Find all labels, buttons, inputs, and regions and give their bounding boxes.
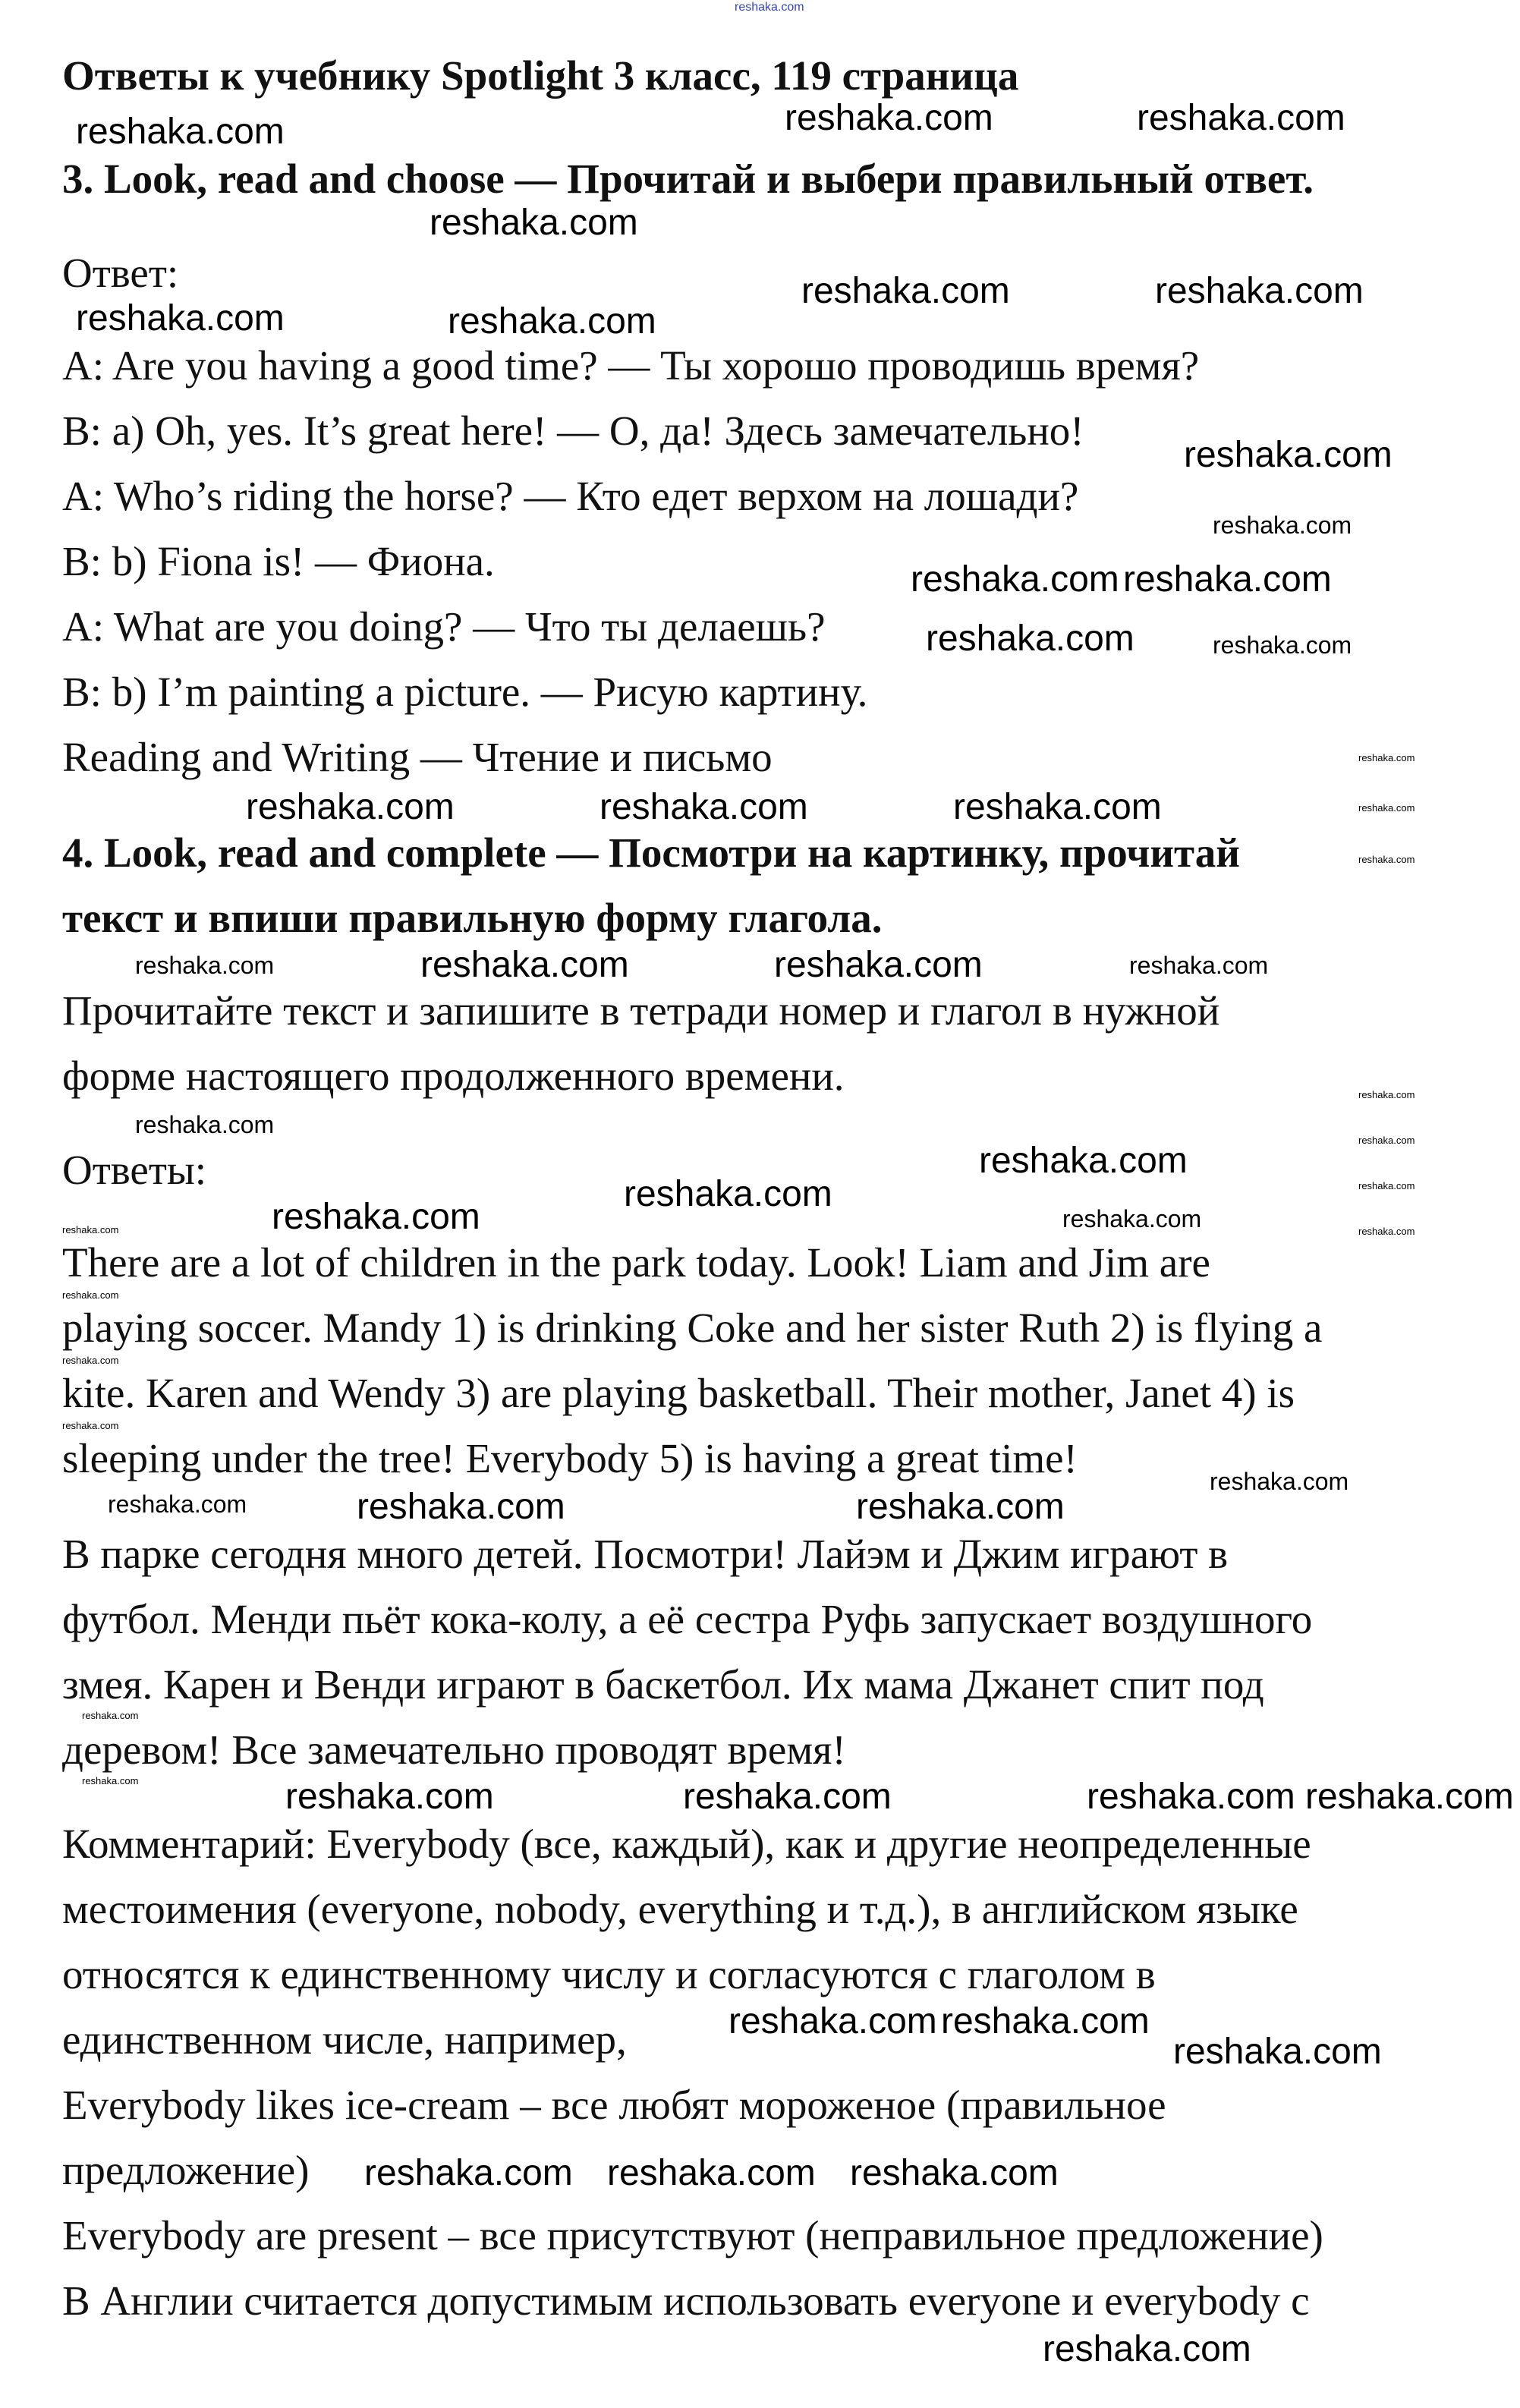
watermark-link[interactable]: reshaka.com xyxy=(82,1775,139,1786)
watermark-link[interactable]: reshaka.com xyxy=(272,1197,480,1237)
watermark-link[interactable]: reshaka.com xyxy=(1173,2032,1382,2072)
watermark-link[interactable]: reshaka.com xyxy=(430,203,638,243)
russian-text-line: В парке сегодня много детей. Посмотри! Лайэм и Джим играют в xyxy=(62,1531,1229,1577)
watermark-link[interactable]: reshaka.com xyxy=(856,1487,1065,1527)
watermark-link[interactable]: reshaka.com xyxy=(911,559,1119,600)
watermark-link[interactable]: reshaka.com xyxy=(285,1777,494,1817)
watermark-link[interactable]: reshaka.com xyxy=(62,1289,119,1301)
dialogue-line: A: What are you doing? — Что ты делаешь? xyxy=(62,603,826,650)
watermark-link[interactable]: reshaka.com xyxy=(62,1224,119,1235)
comment-line: Everybody are present – все присутствуют (неправильное предложение) xyxy=(62,2212,1323,2258)
dialogue-line: B: a) Oh, yes. It’s great here! — О, да! Здесь замечательно! xyxy=(62,408,1084,454)
watermark-link[interactable]: reshaka.com xyxy=(979,1141,1188,1181)
english-text-line: playing soccer. Mandy 1) is drinking Coke and her sister Ruth 2) is flying a xyxy=(62,1305,1323,1351)
watermark-link[interactable]: reshaka.com xyxy=(1213,512,1352,539)
watermark-link[interactable]: reshaka.com xyxy=(1210,1468,1349,1495)
watermark-link[interactable]: reshaka.com xyxy=(1358,1089,1415,1100)
watermark-link[interactable]: reshaka.com xyxy=(729,2001,937,2041)
dialogue-line: A: Who’s riding the horse? — Кто едет верхом на лошади? xyxy=(62,473,1079,519)
comment-line: Everybody likes ice-cream – все любят мороженое (правильное xyxy=(62,2082,1166,2128)
watermark-link[interactable]: reshaka.com xyxy=(1087,1777,1295,1817)
watermark-link[interactable]: reshaka.com xyxy=(624,1174,832,1214)
watermark-link[interactable]: reshaka.com xyxy=(953,787,1162,827)
watermark-link[interactable]: reshaka.com xyxy=(135,952,275,979)
dialogue-line: A: Are you having a good time? — Ты хорошо проводишь время? xyxy=(62,342,1200,389)
watermark-link[interactable]: reshaka.com xyxy=(600,787,808,827)
watermark-link[interactable]: reshaka.com xyxy=(1062,1205,1202,1232)
russian-text-line: деревом! Все замечательно проводят время! xyxy=(62,1727,846,1773)
watermark-link[interactable]: reshaka.com xyxy=(1358,752,1415,763)
watermark-link[interactable]: reshaka.com xyxy=(1358,1180,1415,1191)
english-text-line: sleeping under the tree! Everybody 5) is having a great time! xyxy=(62,1435,1078,1481)
watermark-link[interactable]: reshaka.com xyxy=(76,112,285,152)
dialogue-line: B: b) Fiona is! — Фиона. xyxy=(62,538,495,584)
answer-label: Ответ: xyxy=(62,250,179,296)
watermark-link[interactable]: reshaka.com xyxy=(62,1420,119,1431)
watermark-link[interactable]: reshaka.com xyxy=(1155,271,1364,311)
comment-line: Комментарий: Everybody (все, каждый), как и другие неопределенные xyxy=(62,1821,1311,1867)
watermark-link[interactable]: reshaka.com xyxy=(774,945,983,985)
watermark-link[interactable]: reshaka.com xyxy=(448,301,656,342)
comment-line: единственном числе, например, xyxy=(62,2016,627,2063)
watermark-link[interactable]: reshaka.com xyxy=(1213,631,1352,659)
dialogue-line: B: b) I’m painting a picture. — Рисую картину. xyxy=(62,669,868,715)
watermark-link[interactable]: reshaka.com xyxy=(1184,435,1393,475)
header-watermark[interactable]: reshaka.com xyxy=(735,1,804,14)
watermark-link[interactable]: reshaka.com xyxy=(683,1777,892,1817)
page-title: Ответы к учебнику Spotlight 3 класс, 119 страница xyxy=(62,52,1019,99)
comment-line: местоимения (everyone, nobody, everything и т.д.), в английском языке xyxy=(62,1886,1298,1932)
watermark-link[interactable]: reshaka.com xyxy=(941,2001,1150,2041)
section-label: Reading and Writing — Чтение и письмо xyxy=(62,734,773,780)
watermark-link[interactable]: reshaka.com xyxy=(357,1487,565,1527)
watermark-link[interactable]: reshaka.com xyxy=(76,298,285,338)
answers-label: Ответы: xyxy=(62,1147,207,1193)
watermark-link[interactable]: reshaka.com xyxy=(1305,1777,1514,1817)
watermark-link[interactable]: reshaka.com xyxy=(801,271,1010,311)
comment-line: предложение) xyxy=(62,2147,310,2193)
task3-heading: 3. Look, read and choose — Прочитай и выбери правильный ответ. xyxy=(62,156,1314,202)
comment-line: В Англии считается допустимым использовать everyone и everybody с xyxy=(62,2277,1310,2324)
english-text-line: There are a lot of children in the park today. Look! Liam and Jim are xyxy=(62,1239,1210,1286)
watermark-link[interactable]: reshaka.com xyxy=(1043,2329,1251,2369)
watermark-link[interactable]: reshaka.com xyxy=(135,1111,275,1138)
watermark-link[interactable]: reshaka.com xyxy=(420,945,629,985)
watermark-link[interactable]: reshaka.com xyxy=(1358,1135,1415,1146)
watermark-link[interactable]: reshaka.com xyxy=(926,619,1134,659)
english-text-line: kite. Karen and Wendy 3) are playing basketball. Their mother, Janet 4) is xyxy=(62,1370,1295,1416)
watermark-link[interactable]: reshaka.com xyxy=(1358,1226,1415,1237)
russian-text-line: змея. Карен и Венди играют в баскетбол. Их мама Джанет спит под xyxy=(62,1661,1264,1708)
task4-heading-cont: текст и впиши правильную форму глагола. xyxy=(62,895,883,941)
watermark-link[interactable]: reshaka.com xyxy=(850,2153,1059,2193)
watermark-link[interactable]: reshaka.com xyxy=(108,1490,247,1518)
instruction-line: Прочитайте текст и запишите в тетради номер и глагол в нужной xyxy=(62,987,1220,1034)
watermark-link[interactable]: reshaka.com xyxy=(1358,854,1415,865)
watermark-link[interactable]: reshaka.com xyxy=(1137,98,1345,138)
watermark-link[interactable]: reshaka.com xyxy=(82,1710,139,1721)
task4-heading: 4. Look, read and complete — Посмотри на картинку, прочитай xyxy=(62,829,1240,876)
watermark-link[interactable]: reshaka.com xyxy=(785,98,993,138)
watermark-link[interactable]: reshaka.com xyxy=(364,2153,573,2193)
watermark-link[interactable]: reshaka.com xyxy=(62,1355,119,1366)
comment-line: относятся к единственному числу и согласуются с глаголом в xyxy=(62,1951,1156,1997)
russian-text-line: футбол. Менди пьёт кока-колу, а её сестра Руфь запускает воздушного xyxy=(62,1596,1313,1642)
watermark-link[interactable]: reshaka.com xyxy=(246,787,455,827)
watermark-link[interactable]: reshaka.com xyxy=(1129,952,1269,979)
watermark-link[interactable]: reshaka.com xyxy=(607,2153,816,2193)
watermark-link[interactable]: reshaka.com xyxy=(1358,802,1415,814)
watermark-link[interactable]: reshaka.com xyxy=(1123,559,1332,600)
instruction-line: форме настоящего продолженного времени. xyxy=(62,1053,845,1099)
